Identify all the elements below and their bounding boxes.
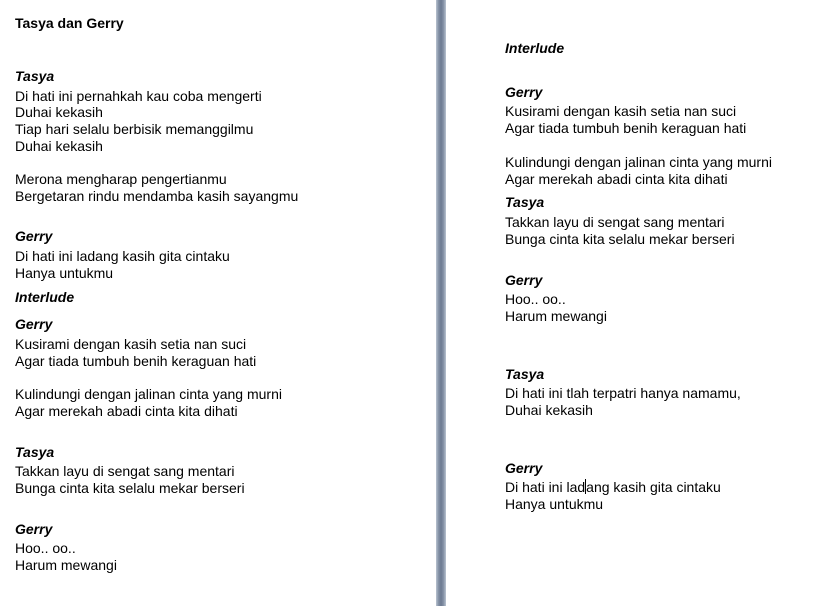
lyric-line: Agar merekah abadi cinta kita dihati	[15, 403, 238, 419]
speaker-heading: Gerry	[505, 460, 543, 476]
lyric-line: Hanya untukmu	[505, 496, 604, 512]
lyric-line: Kulindungi dengan jalinan cinta yang murni	[15, 386, 282, 402]
lyric-line: Duhai kekasih	[15, 138, 103, 154]
lyric-line: Harum mewangi	[505, 308, 607, 324]
lyric-line: Kusirami dengan kasih setia nan suci	[15, 336, 247, 352]
lyric-line: Takkan layu di sengat sang mentari	[505, 214, 725, 230]
lyric-line: Agar tiada tumbuh benih keraguan hati	[505, 120, 747, 136]
lyric-line: Bunga cinta kita selalu mekar berseri	[15, 480, 245, 496]
lyric-line: Duhai kekasih	[15, 104, 103, 120]
lyric-line: Tiap hari selalu berbisik memanggilmu	[15, 121, 254, 137]
lyric-line: Di hati ini pernahkah kau coba mengerti	[15, 88, 262, 104]
lyric-line: Kusirami dengan kasih setia nan suci	[505, 103, 737, 119]
speaker-heading: Gerry	[15, 521, 53, 537]
speaker-heading: Gerry	[15, 316, 53, 332]
lyric-line: Duhai kekasih	[505, 402, 593, 418]
lyric-line: Harum mewangi	[15, 557, 117, 573]
speaker-heading: Tasya	[505, 366, 545, 382]
document-page-right[interactable]	[446, 0, 824, 606]
document-title: Tasya dan Gerry	[15, 15, 124, 31]
lyric-line: Merona mengharap pengertianmu	[15, 171, 227, 187]
speaker-heading: Tasya	[15, 68, 55, 84]
speaker-heading: Tasya	[505, 194, 545, 210]
lyric-line: Hoo.. oo..	[505, 291, 566, 307]
lyric-line: Agar tiada tumbuh benih keraguan hati	[15, 353, 257, 369]
lyric-line: Di hati ini tlah terpatri hanya namamu,	[505, 385, 741, 401]
lyric-line: Bergetaran rindu mendamba kasih sayangmu	[15, 188, 299, 204]
lyric-line: Bunga cinta kita selalu mekar berseri	[505, 231, 735, 247]
lyric-line: Agar merekah abadi cinta kita dihati	[505, 171, 728, 187]
page-gutter	[436, 0, 446, 606]
lyric-line: Kulindungi dengan jalinan cinta yang murni	[505, 154, 772, 170]
lyric-line: Takkan layu di sengat sang mentari	[15, 463, 235, 479]
speaker-heading: Gerry	[15, 228, 53, 244]
speaker-heading: Gerry	[505, 84, 543, 100]
speaker-heading: Tasya	[15, 444, 55, 460]
lyric-line: Hanya untukmu	[15, 265, 114, 281]
lyric-line: Di hati ini ladang kasih gita cintaku	[505, 479, 721, 495]
lyric-line: Hoo.. oo..	[15, 540, 76, 556]
speaker-heading: Interlude	[505, 40, 565, 56]
speaker-heading: Gerry	[505, 272, 543, 288]
lyric-line: Di hati ini ladang kasih gita cintaku	[15, 248, 230, 264]
speaker-heading: Interlude	[15, 289, 75, 305]
